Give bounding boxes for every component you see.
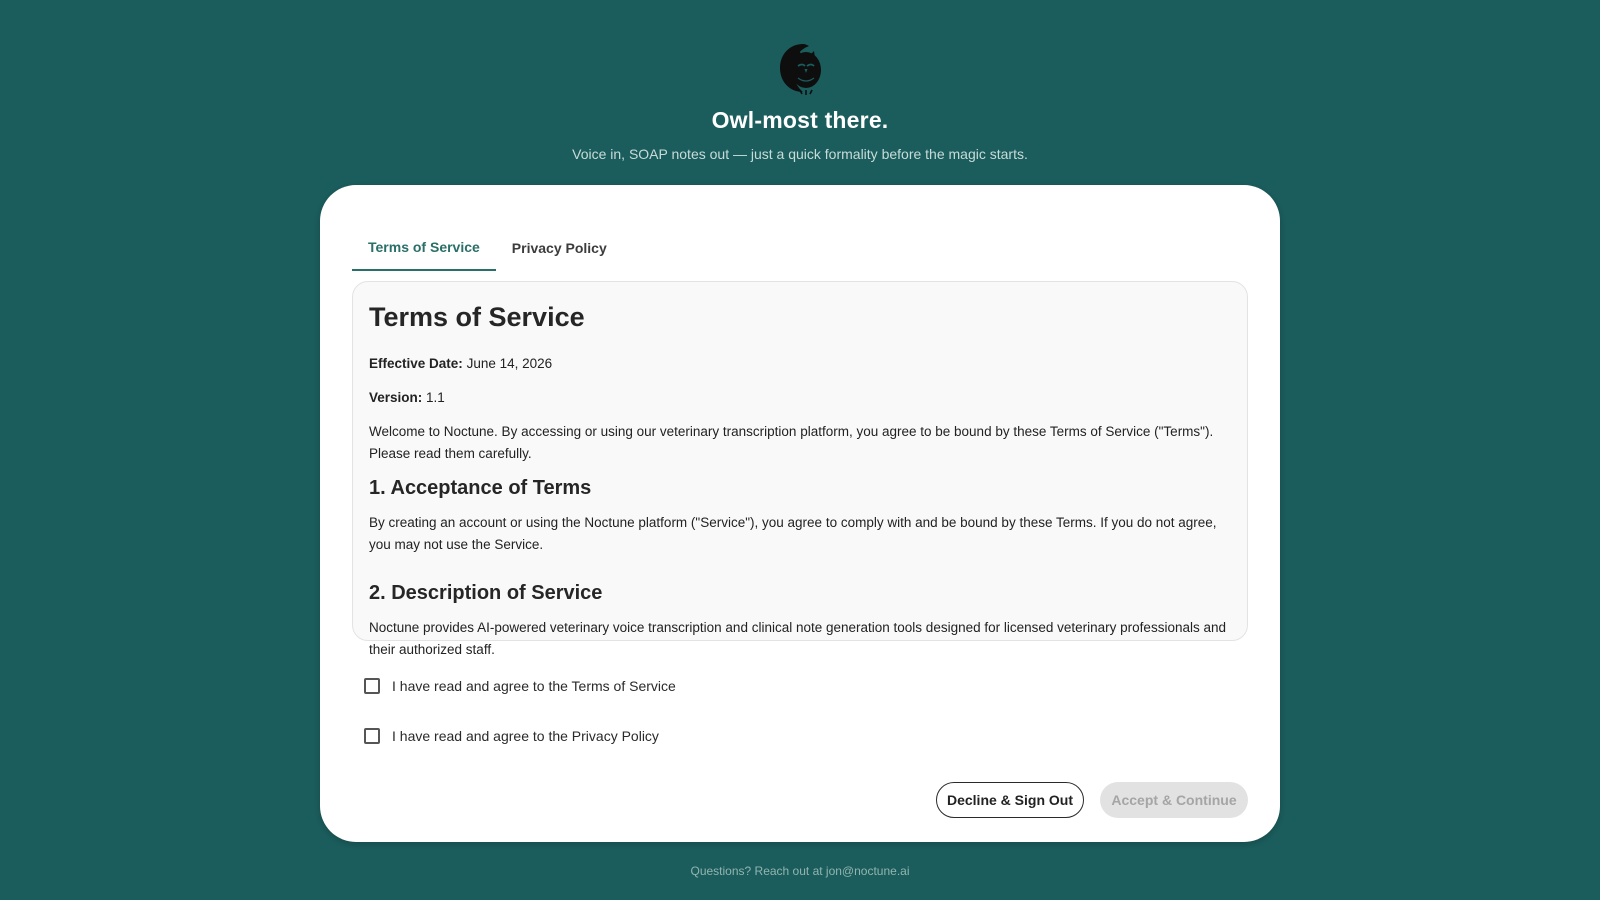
version-label: Version:: [369, 390, 423, 405]
decline-sign-out-button[interactable]: Decline & Sign Out: [936, 782, 1084, 818]
intro-paragraph: Welcome to Noctune. By accessing or using our veterinary transcription platform, you agree to be bound by these Terms of Service ("Terms"). Please read them carefully.: [369, 424, 1214, 461]
footer-contact: Questions? Reach out at jon@noctune.ai: [690, 864, 910, 878]
tab-terms-of-service[interactable]: Terms of Service: [352, 225, 496, 271]
document-title: Terms of Service: [369, 302, 585, 332]
document-tabs: [352, 225, 623, 271]
effective-date-value: June 14, 2026: [466, 356, 553, 371]
agree-terms-row[interactable]: [364, 675, 676, 697]
owl-logo-icon: [776, 40, 826, 96]
agree-privacy-label[interactable]: I have read and agree to the Privacy Policy: [392, 728, 659, 744]
agree-privacy-checkbox[interactable]: [364, 728, 380, 744]
agree-privacy-row[interactable]: [364, 725, 676, 747]
section-body: Noctune provides AI-powered veterinary voice transcription and clinical note generation tools designed for licensed veterinary professionals and their authorized staff.: [369, 620, 1226, 657]
agreement-checkboxes: [364, 675, 676, 775]
section-body: By creating an account or using the Noctune platform ("Service"), you agree to comply with and be bound by these Terms. If you do not agree, you may not use the Service.: [369, 515, 1217, 552]
document-scroll-panel[interactable]: [352, 281, 1248, 657]
accept-continue-button[interactable]: Accept & Continue: [1100, 782, 1248, 818]
version-value: 1.1: [426, 390, 445, 405]
section-heading: 1. Acceptance of Terms: [369, 477, 592, 499]
effective-date: [369, 353, 1231, 375]
version: [369, 387, 1231, 409]
agree-terms-label[interactable]: I have read and agree to the Terms of Service: [392, 678, 676, 694]
agree-terms-checkbox[interactable]: [364, 678, 380, 694]
page-subheadline: Voice in, SOAP notes out — just a quick formality before the magic starts.: [572, 146, 1028, 162]
section-heading: 2. Description of Service: [369, 582, 603, 604]
tab-privacy-policy[interactable]: Privacy Policy: [511, 240, 607, 256]
page-headline: Owl-most there.: [711, 107, 889, 133]
effective-date-label: Effective Date:: [369, 356, 463, 371]
consent-card: [320, 185, 1280, 842]
